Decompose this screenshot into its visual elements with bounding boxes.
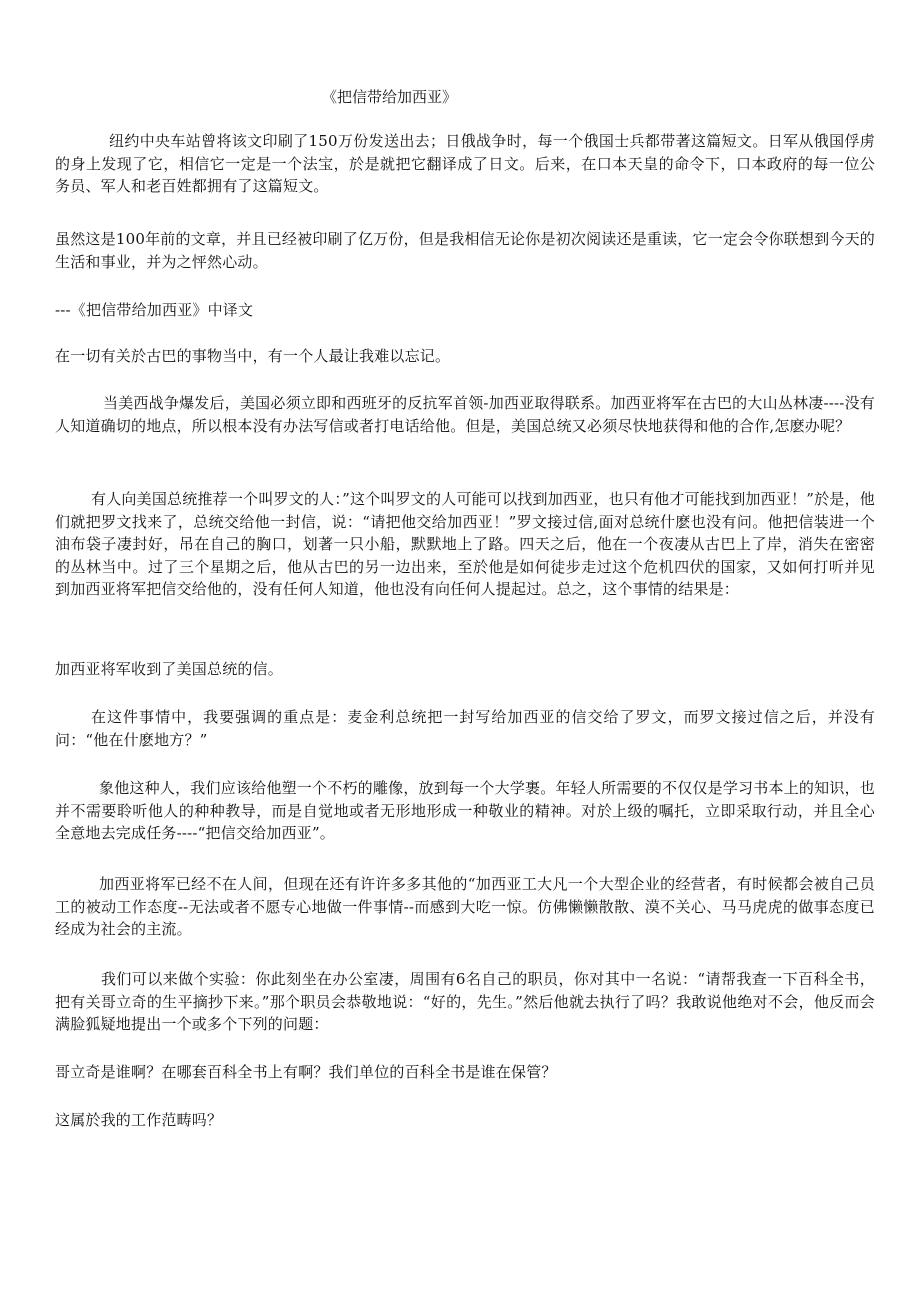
paragraph-intro: 纽约中央车站曾将该文印刷了150万份发送出去；日俄战争时，每一个俄国士兵都带著这篇短文。日军从俄国俘虏的身上发现了它，相信它一定是一个法宝，於是就把它翻译成了日文。后来，在口本天皇的命令下，口本政府的每一位公务员、军人和老百姓都拥有了这篇短文。 <box>55 132 875 195</box>
paragraph-emphasis: 在这件事情中，我要强调的重点是：麦金利总统把一封写给加西亚的信交给了罗文，而罗文接过信之后，并没有问：“他在什麽地方？” <box>55 708 875 749</box>
paragraph-war: 当美西战争爆发后，美国必须立即和西班牙的反抗军首领-加西亚取得联系。加西亚将军在古巴的大山丛林凄----没有人知道确切的地点，所以根本没有办法写信或者打电话给他。但是，美国总统又必须尽快地获得和他的合作,怎麽办呢？ <box>55 394 875 435</box>
paragraph-statue: 象他这种人，我们应该给他塑一个不朽的雕像，放到每一个大学裹。年轻人所需要的不仅仅是学习书本上的知识，也并不需要聆听他人的种种教导，而是自觉地或者无形地形成一种敬业的精神。对於上级的嘱托，立即采取行动，并且全心全意地去完成任务----“把信交给加西亚”。 <box>55 779 875 842</box>
paragraph-translation-label: ---《把信带给加西亚》中译文 <box>55 301 254 319</box>
document-title: 《把信带给加西亚》 <box>322 88 458 106</box>
paragraph-questions: 哥立奇是谁啊？在哪套百科全书上有啊？我们单位的百科全书是谁在保管？ <box>55 1063 557 1081</box>
paragraph-hundred-years: 虽然这是100年前的文章，并且已经被印刷了亿万份，但是我相信无论你是初次阅读还是重读，它一定会令你联想到今天的生活和事业，并为之怦然心动。 <box>55 230 875 271</box>
paragraph-scope-question: 这属於我的工作范畴吗？ <box>55 1111 223 1129</box>
paragraph-experiment: 我们可以来做个实验：你此刻坐在办公室凄，周围有6名自己的职员，你对其中一名说：“请帮我查一下百科全书，把有关哥立奇的生平摘抄下来。”那个职员会恭敬地说：“好的，先生。”然后他就去执行了吗？我敢说他绝对不会，他反而会满脸狐疑地提出一个或多个下列的问题： <box>55 970 875 1033</box>
paragraph-garcia-gone: 加西亚将军已经不在人间，但现在还有许许多多其他的“加西亚工大凡一个大型企业的经营者，有时候都会被自己员工的被动工作态度--无法或者不愿专心地做一件事情--而感到大吃一惊。仿佛懒懒散散、漠不关心、马马虎虎的做事态度已经成为社会的主流。 <box>55 875 875 938</box>
paragraph-cuba: 在一切有关於古巴的事物当中，有一个人最让我难以忘记。 <box>55 347 451 365</box>
paragraph-rowan: 有人向美国总统推荐一个叫罗文的人：”这个叫罗文的人可能可以找到加西亚，也只有他才可能找到加西亚！”於是，他们就把罗文找来了，总统交给他一封信，说：“请把他交给加西亚！”罗文接过信,面对总统什麽也没有问。他把信装进一个油布袋子凄封好，吊在自己的胸口，划著一只小船，默默地上了路。四天之后，他在一个夜凄从古巴上了岸，消失在密密的丛林当中。过了三个星期之后，他从古巴的另一边出来，至於他是如何徒步走过这个危机四伏的国家，又如何打听并见到加西亚将军把信交给他的，没有任何人知道，他也没有向任何人提起过。总之，这个事情的结果是： <box>55 490 875 598</box>
paragraph-received: 加西亚将军收到了美国总统的信。 <box>55 660 284 678</box>
